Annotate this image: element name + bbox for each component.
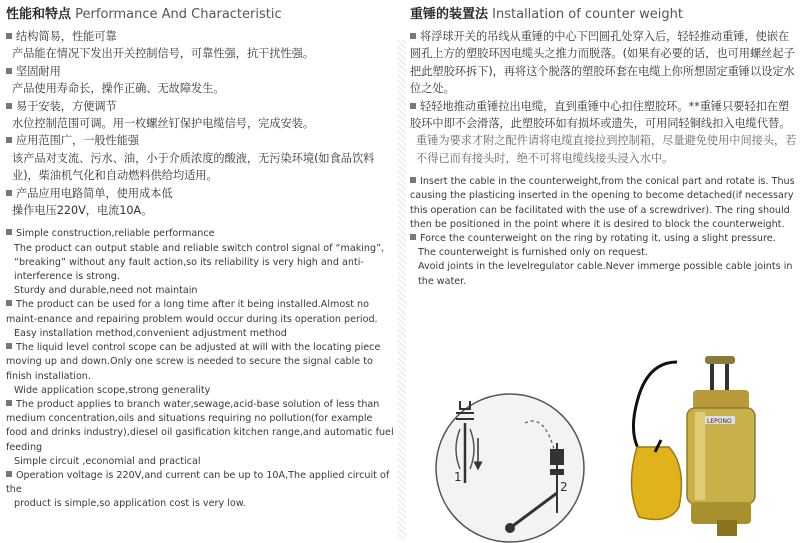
performance-cn-list [6,28,396,219]
bullet-item [410,175,798,232]
submersible-pump-image [617,352,777,542]
square-bullet-icon [6,343,12,349]
installation-title-en: Installation of counter weight [492,7,683,22]
item-text: Insert the cable in the counterweight,from the conical part and rotate is. Thus causing the plasticing inserted in the opening to become detached(if necessary this operation can be facilitated with the use of a screwdriver). The ring should then be positioned in the point where it is desired to block the counterweight. [410,176,795,230]
item-text: 产品应用电路简单，使用成本低 [16,186,173,200]
item-text: product is simple,so application cost is very low. [14,498,246,510]
installation-title-cn: 重锤的装置法 [410,7,489,22]
pump-cable [633,362,677,450]
item-text: Simple construction,reliable performance [16,228,215,240]
bullet-item [6,132,396,149]
counterweight-diagram [430,383,590,543]
item-text: 产品使用寿命长，操作正确、无故障发生。 [12,82,225,96]
item-text: 易于安装，方便调节 [16,99,117,113]
item-text: The product applies to branch water,sewage,acid-base solution of less than medium concentration,oils and situations requiring no pollution(for example food and drinks industry),diesel oil gasification kitchen range,and automatic fuel feeding [6,398,394,453]
performance-en-list [6,227,396,511]
text-line [410,132,798,167]
bullet-item [6,98,396,115]
diagram-label-1: 1 [454,470,462,484]
item-text: 该产品对支流、污水、油，小于介质浓度的酸液，无污染环境(如食品饮料业)，柴油机气化和自动燃料供给均适用。 [12,151,375,183]
bullet-item [6,227,396,241]
item-text: 重锤为要求才附之配件请将电缆直接拉到控制箱，尽量避免使用中间接头，若不得已而有接头时，绝不可将电缆线接头浸入水中。 [416,134,797,165]
item-text: Operation voltage is 220V,and current can be up to 10A,The applied circuit of the [6,469,390,496]
bullet-item [410,232,798,246]
item-text: Avoid joints in the levelregulator cable.Never immerge possible cable joints in the water. [418,261,793,287]
square-bullet-icon [6,137,12,143]
item-text: Easy installation method,convenient adjustment method [14,327,287,339]
square-bullet-icon [6,300,12,306]
bullet-item [6,469,396,497]
text-line [6,150,396,185]
square-bullet-icon [6,103,12,109]
item-text: Wide application scope,strong generality [14,384,211,396]
item-text: The liquid level control scope can be adjusted at will with the locating piece moving up and down.Only one screw is needed to secure the signal cable to finish installation. [6,342,381,382]
text-line [6,115,396,132]
item-text: Force the counterweight on the ring by rotating it, using a slight pressure. [420,233,776,245]
item-text: The counterweight is furnished only on request. [418,247,648,259]
square-bullet-icon [6,68,12,74]
item-text: 将浮球开关的吊线从重锤的中心下凹圆孔处穿入后，轻轻推动重锤，使嵌在圆孔上方的塑胶环因电缆头之推力而脱落。(如果有必要的话，也可用螺丝起子把此塑胶环拆下)，再将这个脱落的塑胶环套在电缆上你所想固定重锤以设定水位之处。 [410,30,795,96]
item-text: 操作电压220V，电流10A。 [12,204,153,218]
square-bullet-icon [6,229,12,235]
left-column [6,0,396,512]
bullet-item [6,341,396,384]
bullet-item [6,185,396,202]
float-switch [631,447,681,519]
bullet-item [6,298,396,326]
square-bullet-icon [410,33,416,39]
square-bullet-icon [6,471,12,477]
text-line [6,242,396,285]
performance-title-en: Performance And Characteristic [75,7,282,22]
column-divider [398,40,406,540]
item-text: The product can be used for a long time after it being installed.Almost no maint-enance and repairing problem would occur during its operation period. [6,299,378,325]
pump-brand-label: LEPONO [707,418,732,425]
item-text: The product can output stable and reliable switch control signal of “making”, “breaking” without any fault action,so its reliability is very high and anti-interference is strong. [14,242,385,283]
text-line [6,45,396,62]
square-bullet-icon [6,33,12,39]
item-text: Simple circuit ,economial and practical [14,455,201,467]
square-bullet-icon [410,177,416,183]
item-text: 应用范围广，一般性能强 [16,134,140,148]
right-column [410,0,798,289]
item-text: Sturdy and durable,need not maintain [14,285,198,297]
item-text: 水位控制范围可调。用一枚螺丝钉保护电缆信号，完成安装。 [12,117,315,131]
bullet-item [6,398,396,455]
installation-cn-list [410,28,798,167]
performance-title [6,3,396,22]
text-line [410,246,798,260]
bullet-item [410,28,798,98]
installation-en-list [410,175,798,289]
text-line [6,80,396,97]
text-line [6,202,396,219]
pump-head [693,390,749,410]
diagram-circle [436,394,584,542]
square-bullet-icon [6,190,12,196]
square-bullet-icon [410,234,416,240]
text-line [6,455,396,469]
item-text: 坚固耐用 [16,64,61,78]
bullet-item [410,98,798,133]
text-line [6,384,396,398]
text-line [6,327,396,341]
performance-title-cn: 性能和特点 [6,7,72,22]
installation-title [410,3,798,22]
text-line [6,284,396,298]
pump-handle [712,360,727,390]
item-text: 结构简易，性能可靠 [16,30,117,43]
text-line [410,260,798,288]
text-line [6,497,396,511]
square-bullet-icon [410,103,416,109]
bullet-item [6,63,396,80]
item-text: 产品能在情况下发出开关控制信号，可靠性强，抗干扰性强。 [12,47,315,61]
item-text: 轻轻地推动重锤拉出电缆，直到重锤中心扣住塑胶环。**重锤只要轻扣在塑胶环中即不会滑落，此塑胶环如有损坏或遗失，可用同轻铜线扣入电缆代替。 [410,99,791,131]
bullet-item [6,28,396,45]
diagram-label-2: 2 [560,480,568,494]
square-bullet-icon [6,400,12,406]
